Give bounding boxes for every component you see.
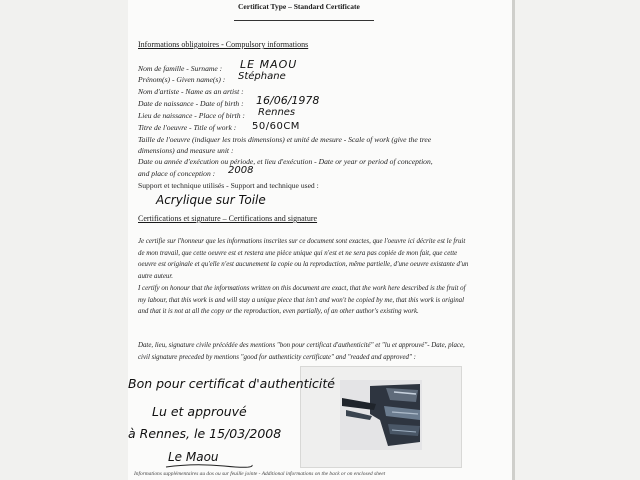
conception-label-line2: and place of conception : <box>138 169 216 178</box>
background-right <box>512 0 640 480</box>
footer-note: Informations supplémentaires au dos ou sur feuille jointe - Additional informations on the back or on enclosed sheet <box>134 471 386 477</box>
artwork-image <box>340 380 422 450</box>
surname-value: LE MAOU <box>240 58 298 71</box>
certificate-title: Certificat Type – Standard Certificate <box>238 2 360 11</box>
work-title-label: Titre de l'oeuvre - Title of work : <box>138 123 237 132</box>
given-name-value: Stéphane <box>238 71 286 82</box>
mandatory-section-title: Informations obligatoires - Compulsory informations <box>138 40 309 49</box>
work-title-value: 50/60CM <box>252 121 300 132</box>
paper-edge-line <box>512 0 515 480</box>
handwritten-signature: Le Maou <box>168 450 219 464</box>
artist-name-label: Nom d'artiste - Name as an artist : <box>138 87 244 96</box>
surname-label: Nom de famille - Surname : <box>138 64 223 73</box>
certification-text-fr: Je certifie sur l'honneur que les informations inscrites sur ce document sont exactes, que l'oeuvre ici décrite est le fruit de mon travail, que cette oeuvre est et restera une pièce unique qui n'est et ne sera pas copiée de mon fait, que cette oeuvre est originale et qu'elle n'est aucunement la copie ou la reproduction, même partielle, d'une oeuvre existante d'un autre auteur. <box>138 238 469 280</box>
birthplace-value: Rennes <box>258 107 296 118</box>
date-place-instructions: Date, lieu, signature civile précédée des mentions "bon pour certificat d'authenticité" et "lu et approuvé"- Date, place, civil signature preceded by mentions "good for authenticity certificate" and "readed and approved" : <box>138 342 465 361</box>
birthplace-label: Lieu de naissance - Place of birth : <box>138 111 245 120</box>
birthdate-value: 16/06/1978 <box>256 94 320 107</box>
given-name-label: Prénom(s) - Given name(s) : <box>138 75 226 84</box>
conception-label-line1: Date ou année d'exécution ou période, et lieu d'exécution - Date or year or period of conception, <box>138 157 433 166</box>
background-left <box>0 0 128 480</box>
conception-value: 2008 <box>228 165 254 176</box>
artwork-photo <box>340 380 422 450</box>
signature-underline <box>164 462 254 470</box>
handwritten-place-date: à Rennes, le 15/03/2008 <box>128 426 282 441</box>
handwritten-authenticity: Bon pour certificat d'authenticité <box>128 376 335 391</box>
size-label-line1: Taille de l'oeuvre (indiquer les trois dimensions) et unité de mesure - Scale of work (give the tree <box>138 135 432 144</box>
support-label: Support et technique utilisés - Support and technique used : <box>138 181 319 190</box>
certificate-sheet <box>128 0 512 480</box>
handwritten-approved: Lu et approuvé <box>152 404 247 419</box>
certification-text-en: I certify on honour that the informations written on this document are exact, that the work here described is the fruit of my labour, that this work is and will stay a unique piece that isn't and won't be copied by me, that this work is original and that it is not at all the copy or the reproduction, even partially, of an other author's existing work. <box>138 285 466 316</box>
certifications-section-title: Certifications et signature – Certifications and signature <box>138 214 318 223</box>
support-value: Acrylique sur Toile <box>156 193 266 207</box>
title-underline <box>234 20 374 21</box>
birthdate-label: Date de naissance - Date of birth : <box>138 99 244 108</box>
size-label-line2: dimensions) and measure unit : <box>138 146 234 155</box>
